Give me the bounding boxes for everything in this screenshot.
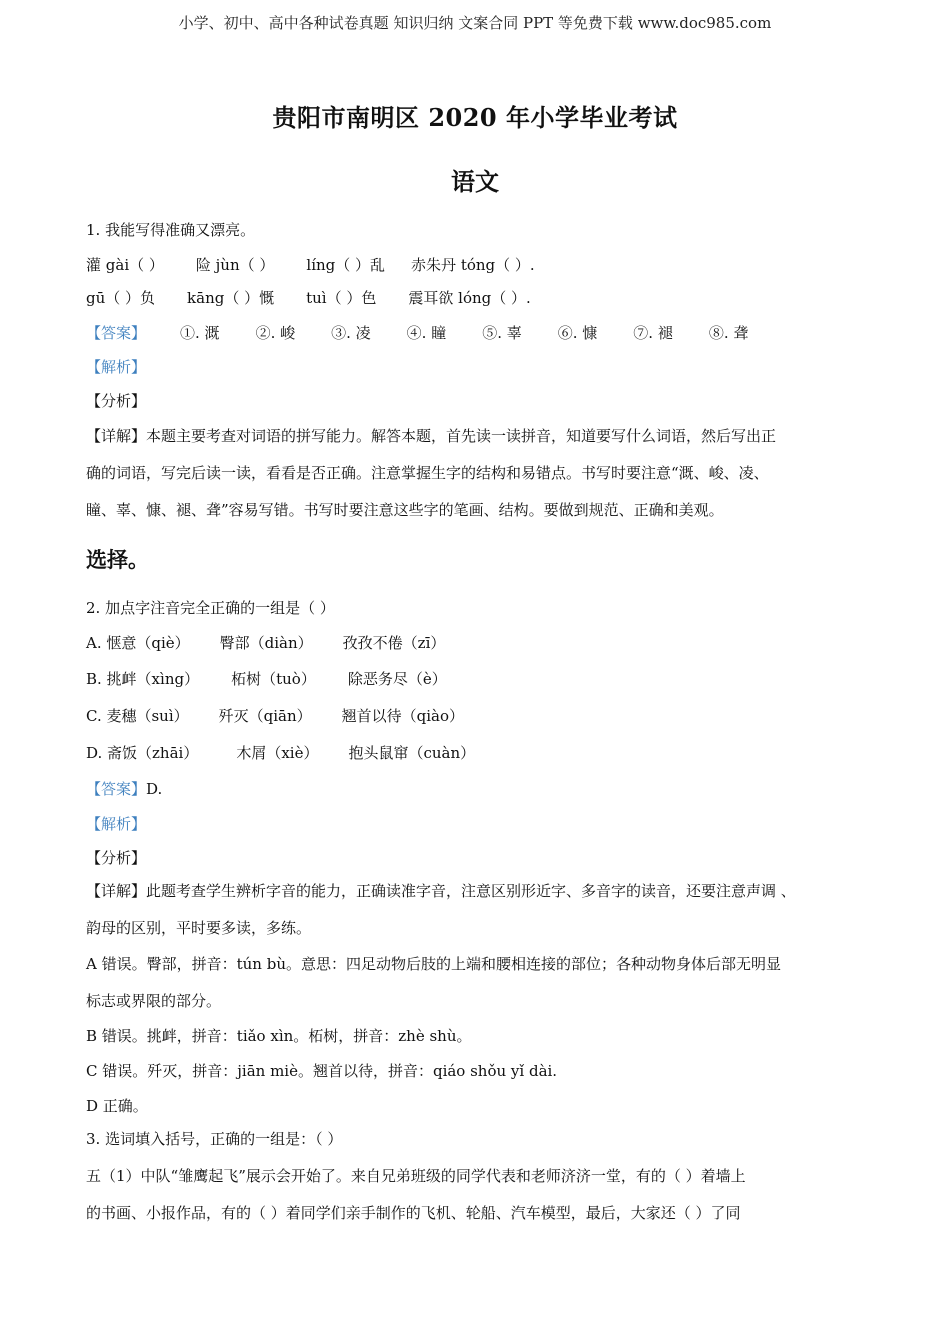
q3-passage-line-1: 五（1）中队“雏鹰起飞”展示会开始了。来自兄弟班级的同学代表和老师济济一堂，有的（ ）着墙上 [86,1167,746,1185]
detail-tag: 【详解】 [86,427,147,445]
q3-stem: 3. 选词填入括号，正确的一组是：（ ） [86,1130,343,1148]
q2-answer: D. [146,780,163,798]
subject-title: 语文 [451,167,499,196]
q2-stem: 2. 加点字注音完全正确的一组是（ ） [86,599,335,617]
q1-answer-3: ③. 凌 [331,324,371,342]
q2-detail-line-4: 标志或界限的部分。 [86,992,222,1010]
q2-fenxi-tag: 【分析】 [86,849,147,867]
section-heading: 选择。 [86,547,149,572]
q1-blank-2: 险 jùn（ ） [195,256,275,274]
q1-blank-7: tuì（ ）色 [306,289,377,307]
q2-detail-line-6: C 错误。歼灭，拼音：jiān miè。翘首以待，拼音：qiáo shǒu yǐ dài. [86,1062,558,1080]
q1-answer-8: ⑧. 聋 [708,324,749,342]
q1-stem: 1. 我能写得准确又漂亮。 [86,221,256,239]
q1-detail-line-1: 【详解】本题主要考查对词语的拼写能力。解答本题，首先读一读拼音，知道要写什么词语，然后写出正 [86,427,777,445]
q1-blank-8: 震耳欲 lóng（ ）. [408,289,531,307]
q2-detail-line-1: 【详解】此题考查学生辨析字音的能力，正确读准字音，注意区别形近字、多音字的读音，还要注意声调 、 [86,882,796,900]
q2-detail-line-2: 韵母的区别，平时要多读，多练。 [86,919,312,937]
site-header: 小学、初中、高中各种试卷真题 知识归纳 文案合同 PPT 等免费下载 www.doc985.com [178,14,772,32]
q2-option-b: B. 挑衅（xìng） 柘树（tuò） 除恶务尽（è） [86,670,447,688]
q1-blank-4: 赤朱丹 tóng（ ）. [411,256,535,274]
q1-jiexi-tag: 【解析】 [86,358,147,376]
q1-blank-3: líng（ ）乱 [306,256,386,274]
q2-option-a: A. 惬意（qiè） 臀部（diàn） 孜孜不倦（zī） [86,634,446,652]
q2-detail-line-5: B 错误。挑衅，拼音：tiǎo xìn。柘树，拼音：zhè shù。 [86,1027,472,1045]
q1-answer-line [86,322,748,344]
q1-row2 [86,287,531,309]
q1-answer-6: ⑥. 慷 [557,324,598,342]
q2-detail-line-7: D 正确。 [86,1097,148,1115]
answer-tag: 【答案】 [86,324,147,342]
q1-answer-5: ⑤. 辜 [482,324,522,342]
q1-answer-7: ⑦. 褪 [633,324,673,342]
q1-row1 [86,254,535,276]
q1-answer-4: ④. 瞳 [406,324,447,342]
q2-option-d: D. 斋饭（zhāi） 木屑（xiè） 抱头鼠窜（cuàn） [86,744,476,762]
q1-answer-1: ①. 溉 [180,324,220,342]
q1-answer-2: ②. 峻 [255,324,296,342]
q1-blank-6: kāng（ ）慨 [187,289,275,307]
detail-tag: 【详解】 [86,882,147,900]
q1-blank-5: gū（ ）负 [86,289,156,307]
q2-option-c: C. 麦穗（suì） 歼灭（qiān） 翘首以待（qiào） [86,707,465,725]
q2-answer-line [86,778,162,800]
q2-detail-line-3: A 错误。臀部，拼音：tún bù。意思：四足动物后肢的上端和腰相连接的部位；各种动物身体后部无明显 [86,955,781,973]
q2-jiexi-tag: 【解析】 [86,815,147,833]
q1-blank-1: 灌 gài（ ） [86,256,164,274]
q1-detail-line-2: 确的词语，写完后读一读，看看是否正确。注意掌握生字的结构和易错点。书写时要注意“溉、峻、凌、 [86,464,769,482]
q1-fenxi-tag: 【分析】 [86,392,147,410]
exam-title: 贵阳市南明区 2020 年小学毕业考试 [272,103,678,132]
q3-passage-line-2: 的书画、小报作品，有的（ ）着同学们亲手制作的飞机、轮船、汽车模型，最后，大家还（ ）了同 [86,1204,741,1222]
q1-detail-line-3: 瞳、辜、慷、褪、聋”容易写错。书写时要注意这些字的笔画、结构。要做到规范、正确和美观。 [86,501,724,519]
answer-tag: 【答案】 [86,780,147,798]
